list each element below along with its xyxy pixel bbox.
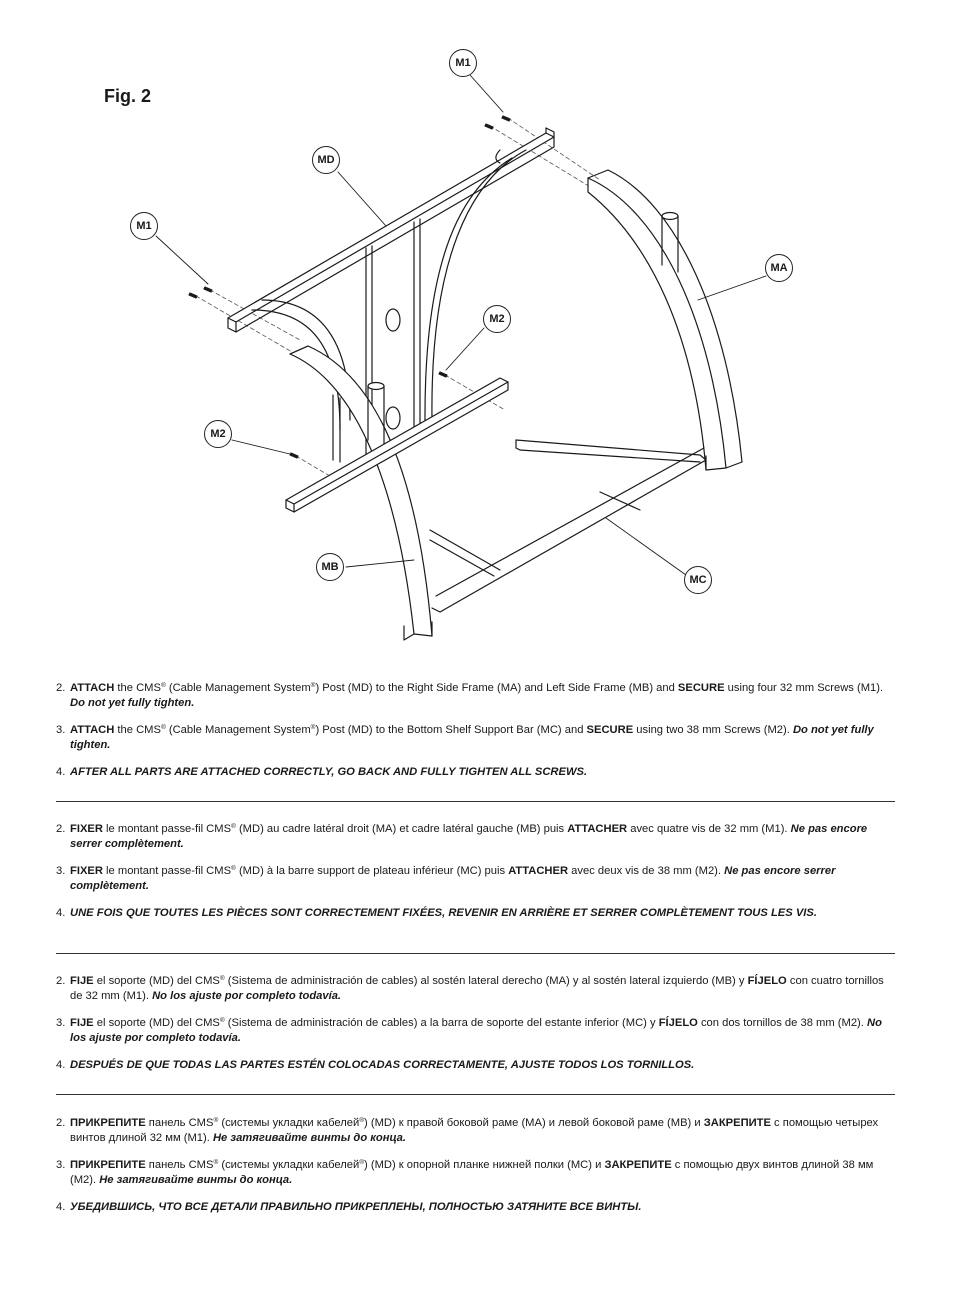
cms-post-md: [228, 128, 554, 468]
callout-m1-top: M1: [449, 49, 477, 77]
russian-step-2: 2. ПРИКРЕПИТЕ панель CMS® (системы укладки кабелей®) (MD) к правой боковой раме (MA) и левой боковой раме (MB) и ЗАКРЕПИТЕ с помощью четырех винтов длиной 32 мм (M1). Не затягивайте винты до конца.: [56, 1117, 879, 1144]
english-step-4: 4. AFTER ALL PARTS ARE ATTACHED CORRECTLY, GO BACK AND FULLY TIGHTEN ALL SCREWS.: [56, 766, 588, 778]
divider-2: [56, 953, 895, 954]
alignment-lines: [196, 118, 600, 482]
spanish-step-3: 3. FIJE el soporte (MD) del CMS® (Sistema de administración de cables) a la barra de soporte del estante inferior (MC) y FÍJELO con dos tornillos de 38 mm (M2). No los ajuste por completo todavía.: [56, 1017, 882, 1044]
callout-m2-right: M2: [483, 305, 511, 333]
bottom-shelf-support-mc: [286, 378, 706, 612]
callout-mc: MC: [684, 566, 712, 594]
instructions-french: [56, 822, 896, 921]
callout-md: MD: [312, 146, 340, 174]
french-step-3: 3. FIXER le montant passe-fil CMS® (MD) à la barre support de plateau inférieur (MC) puis ATTACHER avec deux vis de 38 mm (M2). Ne pas encore serrer complètement.: [56, 865, 836, 892]
divider-3: [56, 1094, 895, 1095]
right-side-frame-ma: [588, 170, 742, 470]
callout-m1-left: M1: [130, 212, 158, 240]
russian-step-4: 4. УБЕДИВШИСЬ, ЧТО ВСЕ ДЕТАЛИ ПРАВИЛЬНО ПРИКРЕПЛЕНЫ, ПОЛНОСТЬЮ ЗАТЯНИТЕ ВСЕ ВИНТЫ.: [56, 1201, 642, 1213]
callout-m2-left: M2: [204, 420, 232, 448]
callout-mb: MB: [316, 553, 344, 581]
spanish-step-4: 4. DESPUÉS DE QUE TODAS LAS PARTES ESTÉN COLOCADAS CORRECTAMENTE, AJUSTE TODOS LOS TORNILLOS.: [56, 1059, 695, 1071]
instructions-english: [56, 681, 896, 780]
russian-step-3: 3. ПРИКРЕПИТЕ панель CMS® (системы укладки кабелей®) (MD) к опорной планке нижней полки (MC) и ЗАКРЕПИТЕ с помощью двух винтов длиной 38 мм (M2). Не затягивайте винты до конца.: [56, 1159, 874, 1186]
english-step-2: 2. ATTACH the CMS® (Cable Management System®) Post (MD) to the Right Side Frame (MA) and Left Side Frame (MB) and SECURE using four 32 mm Screws (M1). Do not yet fully tighten.: [56, 682, 884, 709]
french-step-4: 4. UNE FOIS QUE TOUTES LES PIÈCES SONT CORRECTEMENT FIXÉES, REVENIR EN ARRIÈRE ET SERRER COMPLÈTEMENT TOUS LES VIS.: [56, 907, 817, 919]
instructions-spanish: [56, 974, 896, 1073]
english-step-3: 3. ATTACH the CMS® (Cable Management System®) Post (MD) to the Bottom Shelf Support Bar (MC) and SECURE using two 38 mm Screws (M2). Do not yet fully tighten.: [56, 724, 874, 751]
instructions-russian: [56, 1116, 896, 1215]
figure-title: Fig. 2: [104, 86, 152, 106]
spanish-step-2: 2. FIJE el soporte (MD) del CMS® (Sistema de administración de cables) al sostén lateral derecho (MA) y al sostén lateral izquierdo (MB) y FÍJELO con cuatro tornillos de 32 mm (M1). No los ajuste por completo todavía.: [56, 975, 884, 1002]
divider-1: [56, 801, 895, 802]
callout-ma: MA: [765, 254, 793, 282]
french-step-2: 2. FIXER le montant passe-fil CMS® (MD) au cadre latéral droit (MA) et cadre latéral gauche (MB) puis ATTACHER avec quatre vis de 32 mm (M1). Ne pas encore serrer complètement.: [56, 823, 868, 850]
